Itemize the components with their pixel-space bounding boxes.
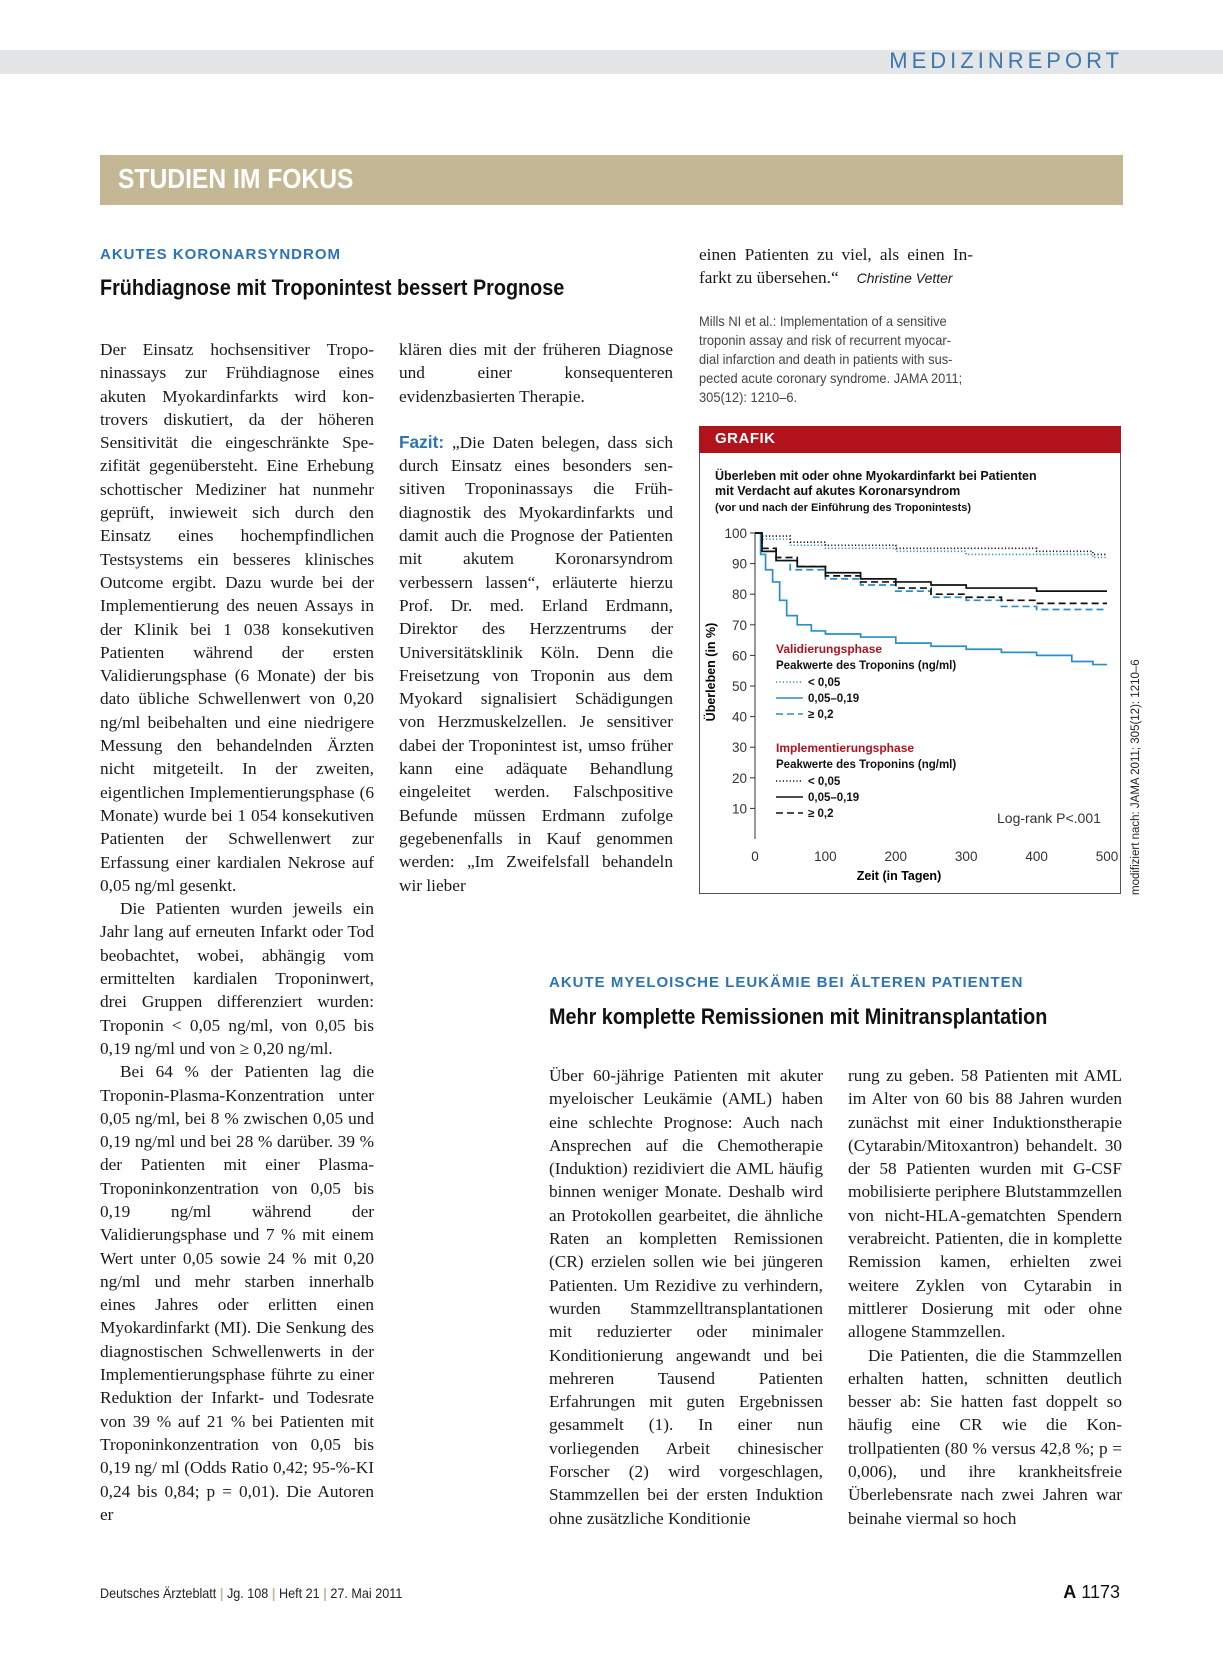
chart-title: Überleben mit oder ohne Myokardinfarkt bei Patienten mit Verdacht auf akutes Koronarsyndrom (715, 469, 1037, 498)
article1-author: Christine Vetter (856, 270, 953, 287)
fazit-text: „Die Daten belegen, dass sich durch Einsatz eines besonders sensitiven Troponinassays die Frühdiagnostik des Myokardinfarkts und damit auch die Prognose der Patienten mit akutem Koronarsyndrom verbessern lassen“, erläuterte hierzu Prof. Dr. med. Erland Erdmann, Direktor des Herzzentrums der Universitätsklinik Köln. Denn die Freisetzung von Troponin aus dem Myokard signalisiert Schädigungen von Herzmuskelzellen. Je sensitiver dabei der Troponintest ist, umso früher kann eine adäquate Behandlung eingeleitet werden. Falschpositive Befunde müssen Erdmann zufolge gegebenenfalls in Kauf genommen werden: „Im Zweifelsfall behandeln wir lieber (399, 432, 673, 895)
y-tick-label: 80 (731, 587, 747, 603)
y-tick-label: 20 (731, 770, 747, 786)
legend-group-subtitle: Peakwerte des Troponins (ng/ml) (776, 660, 957, 672)
footer-citation: Deutsches Ärzteblatt | Jg. 108 | Heft 21 | 27. Mai 2011 (100, 1585, 403, 1601)
fazit-label: Fazit: (399, 431, 445, 452)
article1-paragraph: klären dies mit der früheren Diagnose und einer konsequenteren evidenzbasierten Therapie. (399, 340, 673, 406)
footer-journal: Deutsches Ärzteblatt (100, 1585, 217, 1601)
legend-entry-label: ≥ 0,2 (808, 808, 834, 820)
series-line-validierungsphase-dotted (755, 533, 1107, 557)
y-tick-label: 90 (731, 556, 747, 572)
x-tick-label: 300 (954, 849, 978, 864)
article1-paragraph: Bei 64 % der Patienten lag die Troponin-Plasma-Konzentration unter 0,05 ng/ml, bei 8 % zwischen 0,05 und 0,19 ng/ml und bei 28 % darüber. 39 % der Patienten mit einer Plasma-Troponinkonzentration von 0,05 bis 0,19 ng/ml während der Validierungsphase und 7 % mit einem Wert unter 0,05 sowie 24 % mit 0,20 ng/ml und mehr starben innerhalb eines Jahres oder erlitten einen Myokardinfarkt (MI). Die Senkung des diagnostischen Schwellenwerts in der Implementierungsphase führte zu einer Reduktion der Infarkt- und Todesrate von 39 % auf 21 % bei Patienten mit Troponinkonzentration von 0,05 bis 0,19 ng/ ml (Odds Ratio 0,42; 95-%-KI 0,24 bis 0,84; p = 0,01). Die Autoren er (100, 1062, 374, 1524)
grafik-source-note: modifiziert nach: JAMA 2011; 305(12): 1210–6 (1130, 659, 1142, 895)
page-number (1063, 1582, 1120, 1603)
y-tick-label: 40 (731, 709, 747, 725)
article2-paragraph: rung zu geben. 58 Patienten mit AML im Alter von 60 bis 88 Jahren wurden zunächst mit einer Induktionstherapie (Cytarabin/Mitoxantron) behandelt. 30 der 58 Patienten wurden mit G-CSF mobilisierte periphere Blutstammzellen von nicht-HLA-gematchten Spendern verabreicht. Patienten, die in komplette Remission kamen, erhielten zwei weitere Zyklen von Cytarabin in mittlerer Dosierung mit oder ohne allogene Stammzellen. (848, 1066, 1122, 1342)
x-tick-label: 200 (884, 849, 908, 864)
article1-column-1 (100, 338, 374, 1526)
article2-column-2 (848, 1064, 1122, 1530)
survival-chart (699, 516, 1119, 892)
legend-entry-label: 0,05–0,19 (808, 792, 860, 804)
legend-group-title: Validierungsphase (776, 642, 883, 656)
page-number-value: 1173 (1081, 1582, 1120, 1602)
page-prefix: A (1063, 1582, 1077, 1602)
legend-entry-label: < 0,05 (808, 677, 841, 689)
x-tick-label: 400 (1025, 849, 1048, 864)
footer-issue: Heft 21 (279, 1585, 320, 1601)
y-axis-label: Überleben (in %) (704, 622, 718, 722)
section-banner (100, 155, 1123, 205)
x-tick-label: 500 (1095, 849, 1119, 864)
y-tick-label: 30 (731, 740, 747, 756)
article2-paragraph: Über 60-jährige Patienten mit akuter myeloischer Leukämie (AML) haben eine schlechte Prognose: Auch nach Ansprechen auf die Chemotherapie (Induktion) rezidiviert die AML häufig binnen weniger Monate. Deshalb wird an Protokollen gearbeitet, die ähnliche Raten an kompletten Remissionen (CR) erzielen sollen wie bei jüngeren Patienten. Um Rezidive zu verhindern, wurden Stammzelltransplantationen mit reduzierter oder minimaler Konditionierung angewandt und bei mehreren Tausend Patienten Erfahrungen mit guten Ergebnissen gesammelt (1). In einer nun vorliegenden Arbeit chinesischer Forscher (2) wird vorgeschlagen, Stammzellen bei der ersten Induktion ohne zusätzliche Konditionie (549, 1066, 823, 1528)
x-tick-label: 100 (814, 849, 837, 864)
legend-entry-label: 0,05–0,19 (808, 693, 860, 705)
fazit-paragraph (399, 431, 673, 897)
series-line-implementierungsphase-dashed (755, 533, 1107, 603)
footer-volume: Jg. 108 (226, 1585, 269, 1601)
legend-group-title: Implementierungsphase (776, 741, 915, 755)
article2-column-1 (549, 1064, 823, 1530)
y-tick-label: 60 (731, 648, 747, 664)
x-tick-label: 0 (751, 849, 759, 864)
article1-title: Frühdiagnose mit Troponintest bessert Prognose (100, 275, 565, 300)
y-tick-label: 50 (731, 679, 747, 694)
grafik-label: GRAFIK (715, 430, 776, 447)
article1-reference: Mills NI et al.: Implementation of a sensitive troponin assay and risk of recurrent myocardial infarction and death in patients with suspected acute coronary syndrome. JAMA 2011; 305(12): 1210–6. (699, 313, 963, 405)
article1-closing-text: einen Patienten zu viel, als einen Infarkt zu übersehen.“ (699, 245, 973, 288)
legend-group-subtitle: Peakwerte des Troponins (ng/ml) (776, 759, 957, 771)
legend-entry-label: ≥ 0,2 (808, 709, 834, 721)
grafik-header (699, 426, 1121, 453)
chart-subtitle: (vor und nach der Einführung des Troponintests) (715, 502, 972, 514)
article1-column-2 (399, 338, 673, 897)
y-tick-label: 100 (724, 526, 747, 541)
article2-kicker: AKUTE MYELOISCHE LEUKÄMIE BEI ÄLTEREN PATIENTEN (549, 974, 1024, 991)
section-label: MEDIZINREPORT (889, 48, 1123, 73)
footer-date: 27. Mai 2011 (330, 1585, 403, 1601)
y-tick-label: 10 (731, 801, 747, 817)
article2-paragraph: Die Patienten, die die Stammzellen erhalten hatten, schnitten deutlich besser ab: Sie hatten fast doppelt so häufig eine CR wie die Kontrollpatienten (80 % versus 42,8 %; p = 0,006), und ihre krankheitsfreie Überlebensrate nach zwei Jahren war beinahe viermal so hoch (848, 1345, 1122, 1528)
article1-kicker: AKUTES KORONARSYNDROM (100, 246, 342, 263)
legend-entry-label: < 0,05 (808, 776, 841, 788)
article1-paragraph: Die Patienten wurden jeweils ein Jahr lang auf erneuten Infarkt oder Tod beobachtet, wobei, abhängig vom ermittelten kardialen Troponinwert, drei Gruppen differenziert wurden: Troponin < 0,05 ng/ml, von 0,05 bis 0,19 ng/ml und von ≥ 0,20 ng/ml. (100, 899, 374, 1058)
y-tick-label: 70 (731, 617, 747, 633)
article1-column-3 (699, 243, 973, 291)
x-axis-label: Zeit (in Tagen) (856, 869, 942, 883)
article2-title: Mehr komplette Remissionen mit Minitransplantation (549, 1004, 1048, 1029)
chart-annotation: Log-rank P<.001 (997, 810, 1101, 826)
banner-title: STUDIEN IM FOKUS (118, 163, 354, 194)
article1-paragraph: Der Einsatz hochsensitiver Troponinassays zur Frühdiagnose eines akuten Myokardinfarkts wird kontrovers diskutiert, da der höheren Sensitivität die eingeschränkte Spezifität gegenübersteht. Eine Erhebung schottischer Mediziner hat nunmehr geprüft, inwieweit sich durch den Einsatz eines hochempfindlichen Testsystems ein besseres klinisches Outcome ergibt. Dazu wurde bei der Implementierung des neuen Assays in der Klinik bei 1 038 konsekutiven Patienten während der ersten Validierungsphase (6 Monate) der bis dato übliche Schwellenwert von 0,20 ng/ml beibehalten und eine niedrigere Messung den behandelnden Ärzten nicht mitgeteilt. In der zweiten, eigentlichen Implementierungsphase (6 Monate) wurde bei 1 054 konsekutiven Patienten der Schwellenwert zur Erfassung einer kardialen Nekrose auf 0,05 ng/ml gesenkt. (100, 340, 374, 895)
